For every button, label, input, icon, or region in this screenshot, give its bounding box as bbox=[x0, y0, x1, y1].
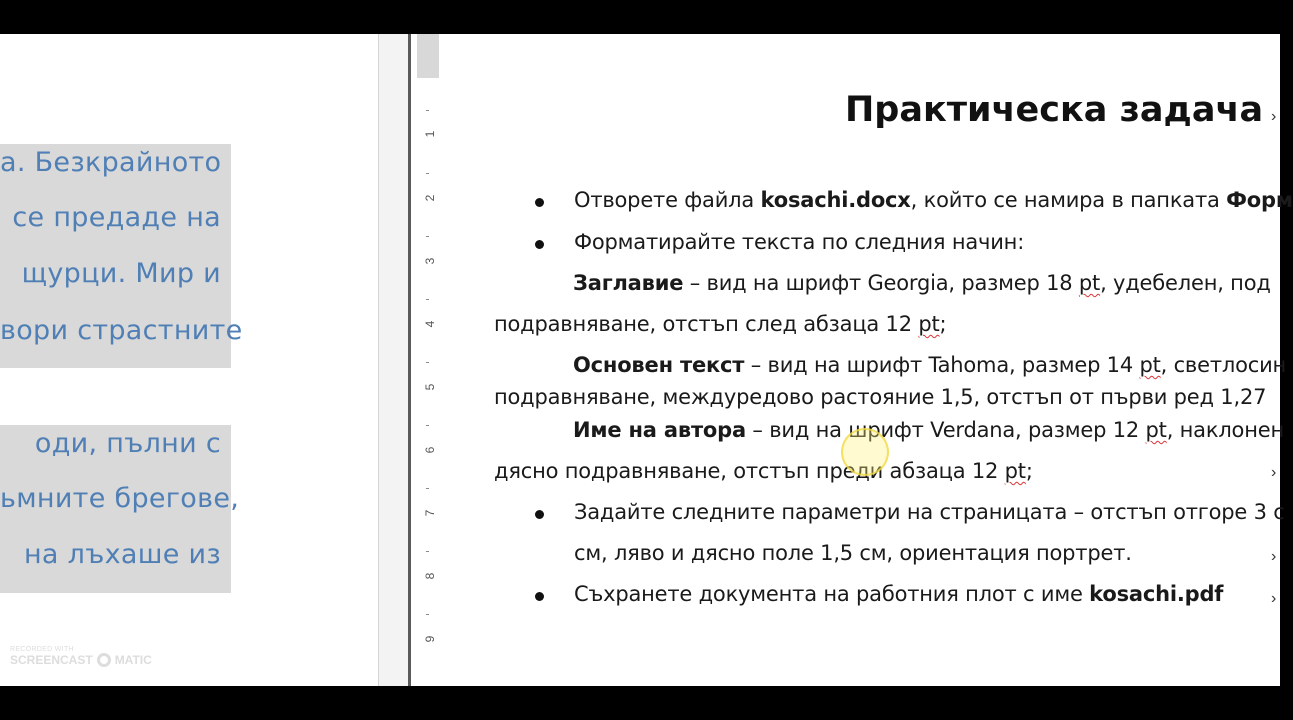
ruler-number: 1 bbox=[423, 130, 437, 138]
task-line-page-setup: Задайте следните параметри на страницата – отстъп отгоре 3 с bbox=[574, 500, 1285, 524]
spell-error: pt bbox=[918, 312, 940, 336]
bullet-icon bbox=[533, 500, 547, 508]
format-body-line-2: подравняване, междуредово растояние 1,5, отстъп от първи ред 1,27 bbox=[494, 385, 1267, 409]
ruler-tick bbox=[426, 173, 429, 174]
ruler-number: 6 bbox=[423, 446, 437, 454]
format-author-line-2: дясно подравняване, отстъп преди абзаца 12 pt; bbox=[494, 459, 1033, 483]
edge-mark: › bbox=[1271, 108, 1277, 125]
spell-error: pt bbox=[1004, 459, 1026, 483]
left-text-line: на лъхаше из bbox=[23, 539, 221, 570]
format-author-line: Име на автора – вид на шрифт Verdana, размер 12 pt, наклонен bbox=[573, 418, 1284, 442]
ruler-tick bbox=[426, 110, 429, 111]
left-text-line: оди, пълни с bbox=[34, 428, 221, 459]
ruler-tick bbox=[426, 488, 429, 489]
folder-name: Форм bbox=[1226, 188, 1293, 212]
edge-mark: › bbox=[1271, 548, 1277, 565]
task-line-format: Форматирайте текста по следния начин: bbox=[574, 230, 1025, 254]
spell-error: pt bbox=[1078, 271, 1101, 295]
screencast-watermark: RECORDED WITH SCREENCAST MATIC bbox=[10, 646, 152, 667]
spell-error: pt bbox=[1145, 418, 1167, 442]
document-title: Практическа задача bbox=[845, 90, 1264, 130]
ruler-number: 9 bbox=[423, 635, 437, 643]
task-line-save: Съхранете документа на работния плот с име kosachi.pdf bbox=[574, 582, 1224, 606]
spell-error: pt bbox=[1139, 353, 1161, 377]
ruler-tick bbox=[426, 614, 429, 615]
left-text-line: вори страстните bbox=[0, 315, 243, 346]
bullet-icon bbox=[533, 582, 547, 590]
left-text-line: а. Безкрайното bbox=[0, 147, 222, 178]
task-line-open-file: Отворете файла kosachi.docx, който се намира в папката Форм bbox=[574, 188, 1293, 212]
bullet-icon bbox=[533, 188, 547, 196]
bottom-black-bar bbox=[0, 686, 1280, 720]
format-body-line: Основен текст – вид на шрифт Tahoma, размер 14 pt, светлосин bbox=[573, 353, 1287, 377]
left-text-line: ьмните брегове, bbox=[0, 483, 240, 514]
format-title-line-2: подравняване, отстъп след абзаца 12 pt; bbox=[494, 312, 947, 336]
ruler-number: 4 bbox=[423, 320, 437, 328]
ruler-tick bbox=[426, 425, 429, 426]
file-name: kosachi.docx bbox=[760, 188, 911, 212]
mouse-cursor-highlight-icon bbox=[841, 428, 889, 476]
left-pane-scrollbar[interactable] bbox=[378, 34, 409, 686]
ruler-number: 2 bbox=[423, 194, 437, 202]
ruler-number: 5 bbox=[423, 383, 437, 391]
ruler-number: 7 bbox=[423, 509, 437, 517]
top-black-bar bbox=[0, 0, 1280, 34]
main-document-page[interactable] bbox=[441, 34, 1293, 686]
screencast-logo-icon bbox=[97, 653, 111, 667]
ruler-tick bbox=[426, 236, 429, 237]
left-document-page bbox=[0, 34, 378, 686]
ruler-tick bbox=[426, 299, 429, 300]
ruler-tick bbox=[426, 362, 429, 363]
vertical-ruler[interactable] bbox=[411, 34, 442, 686]
edge-mark: › bbox=[1271, 464, 1277, 481]
ruler-number: 3 bbox=[423, 257, 437, 265]
edge-mark: › bbox=[1271, 590, 1277, 607]
ruler-margin-shade bbox=[417, 34, 439, 78]
left-text-line: щурци. Мир и bbox=[21, 258, 221, 289]
bullet-icon bbox=[533, 230, 547, 238]
left-text-line: се предаде на bbox=[12, 202, 221, 233]
format-title-line: Заглавие – вид на шрифт Georgia, размер 18 pt, удебелен, под bbox=[573, 271, 1271, 295]
file-name: kosachi.pdf bbox=[1089, 582, 1224, 606]
ruler-number: 8 bbox=[423, 572, 437, 580]
task-line-page-setup-2: см, ляво и дясно поле 1,5 см, ориентация портрет. bbox=[574, 541, 1132, 565]
ruler-tick bbox=[426, 551, 429, 552]
